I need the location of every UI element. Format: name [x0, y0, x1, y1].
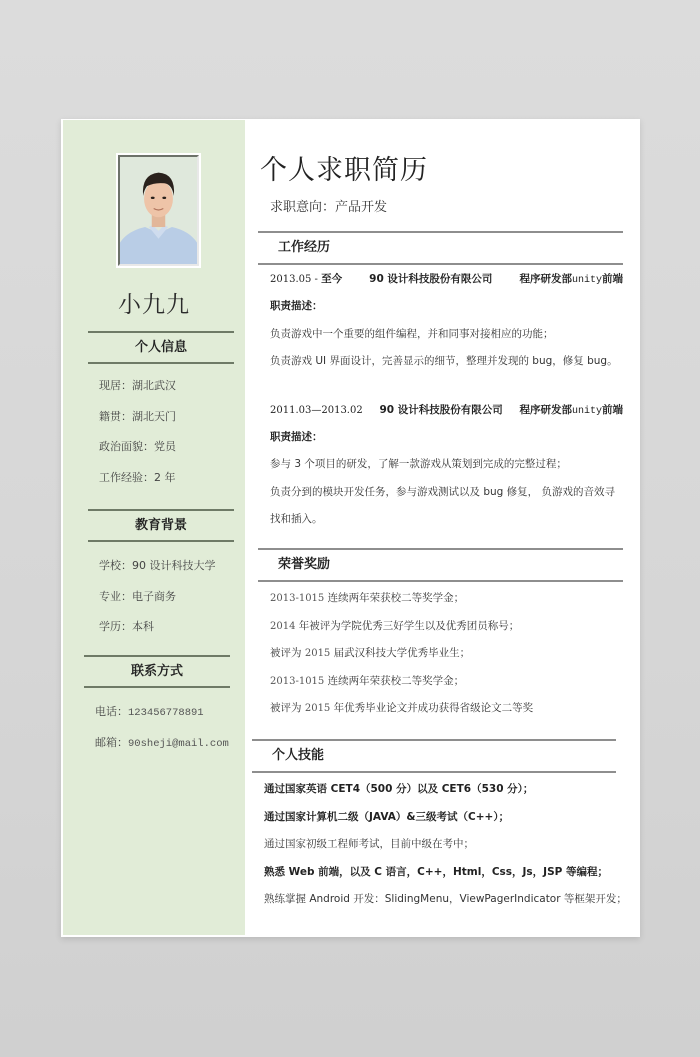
duty-item: 负责游戏 UI 界面设计，完善显示的细节，整理并发现的 bug，修复 bug。	[270, 355, 618, 367]
education-section	[88, 509, 234, 643]
section-heading: 联系方式	[130, 664, 183, 679]
duty-label: 职责描述：	[270, 300, 323, 312]
duty-item: 负责游戏中一个重要的组件编程，并和同事对接相应的功能；	[270, 327, 554, 340]
edu-school: 学校：90 设计科技大学	[99, 559, 216, 572]
contact-phone: 电话：123456778891	[95, 705, 204, 719]
duty-item: 参与 3 个项目的研发，了解一款游戏从策划到完成的完整过程；	[270, 458, 567, 470]
page-title: 个人求职简历	[260, 155, 428, 186]
info-residence: 现居：湖北武汉	[99, 379, 176, 392]
job-header: 2013.05 - 至今 90 设计科技股份有限公司 程序研发部unity前端	[270, 273, 623, 286]
honor-item: 2014 年被评为学院优秀三好学生以及优秀团员称号；	[270, 619, 520, 632]
honor-item: 2013-1015 连续两年荣获校二等奖学金；	[270, 674, 465, 687]
photo-image	[118, 155, 199, 266]
job-header: 2011.03—2013.02 90 设计科技股份有限公司 程序研发部unity前端	[270, 403, 623, 417]
contact-section	[84, 655, 230, 758]
personal-info-section	[88, 331, 234, 493]
info-experience: 工作经验：2 年	[99, 470, 176, 484]
skill-item: 熟练掌握 Android 开发：SlidingMenu，ViewPagerIndicator 等框架开发；	[264, 893, 627, 905]
job-intent: 求职意向：产品开发	[270, 200, 388, 215]
skill-item: 通过国家初级工程师考试，目前中级在考中；	[264, 838, 474, 850]
skill-item: 熟悉 Web 前端，以及 C 语言，C++，Html，Css，Js，JSP 等编程；	[264, 865, 609, 878]
person-portrait-icon	[120, 157, 197, 264]
honors-section	[258, 548, 623, 723]
main-content	[245, 119, 640, 937]
section-heading: 个人技能	[272, 748, 325, 763]
candidate-name: 小九九	[118, 292, 190, 318]
job-entry	[258, 265, 623, 376]
section-heading: 荣誉奖励	[278, 557, 331, 572]
resume-card	[61, 119, 640, 937]
skills-section	[252, 739, 627, 914]
job-entry	[258, 376, 623, 534]
edu-degree: 学历：本科	[99, 620, 154, 633]
duty-item: 找和插入。	[270, 513, 323, 525]
section-heading: 个人信息	[134, 340, 187, 355]
work-experience-section	[258, 231, 623, 534]
profile-photo	[116, 153, 201, 268]
edu-major: 专业：电子商务	[99, 589, 176, 603]
honor-item: 2013-1015 连续两年荣获校二等奖学金；	[270, 592, 465, 604]
info-political-status: 政治面貌：党员	[99, 440, 176, 453]
contact-email: 邮箱：90sheji@mail.com	[95, 735, 229, 750]
honor-item: 被评为 2015 年优秀毕业论文并成功获得省级论文二等奖	[270, 702, 534, 714]
honor-item: 被评为 2015 届武汉科技大学优秀毕业生；	[270, 647, 471, 659]
sidebar	[63, 120, 245, 935]
section-heading: 教育背景	[134, 518, 187, 533]
duty-label: 职责描述：	[270, 430, 323, 443]
duty-item: 负责分到的模块开发任务，参与游戏测试以及 bug 修复， 负游戏的音效寻	[270, 485, 615, 498]
info-hometown: 籍贯：湖北天门	[99, 409, 176, 423]
section-heading: 工作经历	[278, 240, 331, 255]
skill-item: 通过国家英语 CET4（500 分）以及 CET6（530 分）；	[264, 783, 534, 795]
skill-item: 通过国家计算机二级（JAVA）&三级考试（C++）；	[264, 810, 510, 823]
